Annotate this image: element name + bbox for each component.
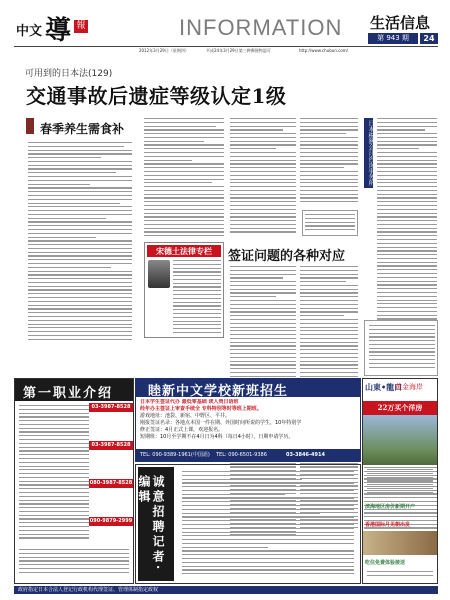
school-ad-body	[140, 399, 356, 447]
bottom-strip	[14, 586, 438, 594]
right-ad-text	[369, 325, 435, 373]
property-ad-caption-1: 滨海地区房价新期开户	[365, 504, 416, 510]
lawyer-box-text	[173, 260, 221, 334]
school-ad-line: 刚报签证名录：各地点本国一件在期、外国时间所说的学生，10年特别学	[140, 420, 302, 426]
dateline-postal: 平成24年3月29日第三种郵便物認可	[206, 48, 271, 53]
lawyer-box	[144, 242, 224, 338]
property-ad-header	[363, 379, 437, 401]
school-ad-line: 经年办主签证上审查手续全 专科特别等时等班上期班。	[140, 406, 262, 412]
lawyer-box-title: 宋德土法律专栏	[147, 245, 221, 257]
school-ad-title: 睦新中文学校新班招生	[148, 384, 289, 399]
school-ad	[135, 378, 361, 462]
property-ad-caption-2: 香港国际月见朝出发	[365, 522, 411, 528]
school-ad-tel-3: 03-3846-4914	[286, 452, 325, 458]
school-ad-tel-bar	[136, 449, 360, 461]
job-ad-phones	[89, 403, 133, 553]
property-ad-footer	[367, 571, 433, 581]
job-ad-phone: 03-3987-8528	[89, 441, 133, 450]
job-ad-title: 第一职业介绍	[23, 386, 114, 401]
school-ad-line: 短期班：10月至学期不在4月日为4科（每日4小时），日期申请学历。	[140, 434, 294, 440]
bottom-strip-text: 政府指定日本合法人登记行政机构代理签证、管理体制指定政权	[18, 587, 159, 593]
series-label-text: 可用到的日本法	[25, 69, 89, 79]
logo-main-char: 導	[45, 16, 72, 46]
dateline-url: http://www.chubun.com/	[299, 48, 349, 53]
article-column-2	[230, 118, 296, 238]
subhead: 签证问题的各种对应	[228, 249, 346, 264]
school-ad-tel-1: TEL: 090-9389-1961(中国語)	[140, 452, 210, 458]
property-ad-caption-3: 吃住免费体验接送	[365, 560, 406, 566]
recruit-vertical-banner	[138, 467, 174, 581]
feature-title: 春季养生需食补	[40, 122, 125, 136]
feature-body	[28, 142, 132, 342]
masthead	[14, 8, 438, 48]
job-ad-phone: 03-3987-8528	[89, 403, 133, 412]
series-label	[25, 66, 112, 79]
page-number: 24	[419, 33, 438, 44]
article-column-1	[144, 118, 224, 240]
recruit-body	[182, 471, 354, 577]
contact-box	[302, 210, 358, 236]
issue-label: 第 943 期	[368, 33, 418, 44]
job-ad-phone: 080-3987-8528	[89, 480, 133, 486]
series-number: (129)	[88, 69, 113, 79]
feature-corner	[26, 118, 34, 134]
job-ad-footer-text	[19, 549, 129, 579]
dateline-date: 2012年3月29日（星期四）	[139, 48, 189, 53]
headline: 交通事故后遗症等级认定1级	[26, 84, 287, 108]
school-ad-line: 日本学生签证代办 最低零基础 读人贵日语班	[140, 399, 239, 405]
recruit-vertical-text: 诚意招聘记者·编辑	[137, 475, 165, 573]
property-ad-logo: 山東•龍口	[365, 382, 403, 392]
school-ad-tel-2: TEL: 090-6501-9386	[216, 452, 267, 458]
section-title: 生活信息	[370, 14, 431, 32]
property-ad-slogan: 黄金海岸	[395, 383, 423, 391]
school-ad-line: 游戏地址：池袋、新宿、中野区、平井。	[140, 413, 231, 419]
lawyer-photo	[148, 260, 170, 288]
property-ad	[362, 378, 438, 584]
job-ad	[14, 378, 134, 584]
dateline	[14, 47, 354, 55]
logo-sub-badge: 報	[74, 20, 88, 33]
property-ad-photo-2	[363, 531, 437, 555]
property-ad-text	[367, 469, 433, 499]
right-vertical-title-text: 日本税務会计咨询事务所	[367, 120, 374, 186]
logo-prefix: 中文	[16, 24, 43, 39]
school-ad-line: 修正签证：4月正式上课，欢迎报名。	[140, 427, 224, 433]
recruit-ad	[135, 464, 361, 584]
job-ad-body	[19, 405, 89, 545]
right-vertical-title	[364, 118, 373, 188]
property-ad-photo	[363, 415, 437, 465]
right-column-text	[377, 118, 437, 328]
right-ad-box	[364, 320, 438, 376]
article-column-3	[300, 118, 358, 208]
brand-english: INFORMATION	[179, 15, 343, 40]
job-ad-phone: 090-9879-2999	[89, 518, 133, 524]
property-ad-price: 22万买个洋房	[363, 401, 437, 415]
job-ad-header	[15, 379, 133, 401]
contact-box-text	[305, 214, 355, 234]
feature-box	[26, 118, 136, 348]
school-ad-header	[136, 379, 360, 397]
